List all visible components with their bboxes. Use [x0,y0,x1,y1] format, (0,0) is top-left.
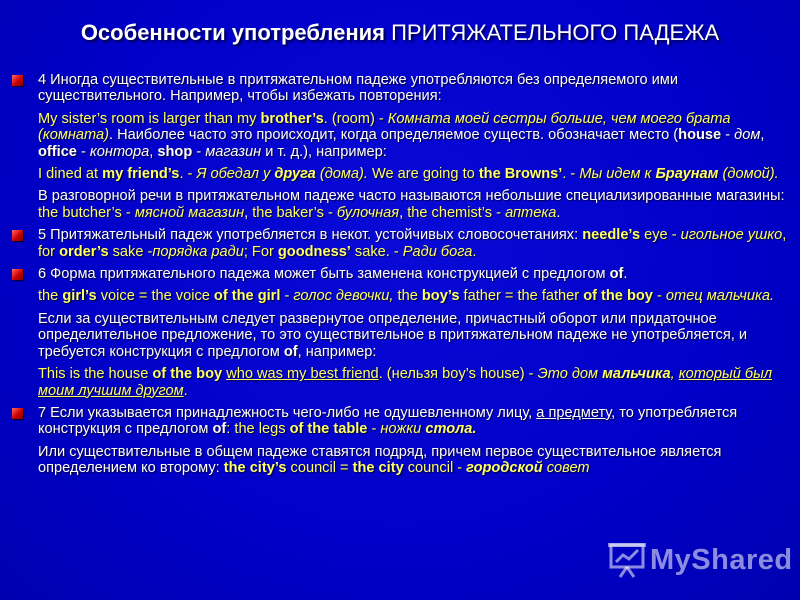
example-text: sake. - [350,243,403,260]
example-text: my friend’s [102,166,180,183]
example-text: father = the father [459,288,584,305]
term-translation: магазин [205,143,262,160]
example-text: needle’s [582,227,641,244]
example-text: of the boy [583,288,653,305]
example-translation: , [670,366,679,383]
paragraph-text: - [192,143,206,160]
example-text: the butcher’s - [38,204,135,221]
bullet-icon [12,230,23,241]
bullet-icon [12,75,23,86]
example-text: My sister’s room is larger than my [38,110,261,127]
paragraph-text: . [623,266,628,283]
example-text: . - [179,166,197,183]
example-text: . (room) - [323,110,388,127]
example-text: I dined at [38,166,103,183]
slide-title [0,20,800,46]
example-translation: мальчика [602,366,671,383]
example-friends [12,166,792,182]
paragraph-text: . [556,204,561,221]
term: of [212,421,227,438]
example-translation: совет [542,460,590,477]
example-text: of the table [289,421,368,438]
example-text: goodness’ [277,243,351,260]
term: of [609,266,624,283]
slide-body [12,72,792,483]
example-text: who was my best friend [226,366,379,383]
example-translation: голос девочки, [293,288,394,305]
example-translation: стола. [425,421,477,438]
example-translation: (домой). [718,166,779,183]
example-text: - [280,288,294,305]
paragraph-text: , [149,143,158,160]
example-text: . - [562,166,580,183]
example-translation: (дома). [315,166,368,183]
bullet-icon [12,269,23,280]
example-translation: Мы идем к [579,166,656,183]
example-text: - [367,421,381,438]
example-text: order’s [59,243,109,260]
example-translation: мясной магазин [134,204,245,221]
example-text: brother’s [260,110,324,127]
paragraph-7 [12,405,792,438]
example-text: the city’s [223,460,287,477]
example-text: of the boy [152,366,223,383]
example-text: - [652,288,666,305]
paragraph-text: Если за существительным следует развернутое определение, причастный оборот или придаточное определительное предложение, то это существительное в притяжательном падеже не употребляется, и требуется конструкция с предлогом [38,310,747,360]
example-house-of-boy [12,366,792,399]
example-translation: который был моим лучшим другом [38,366,773,399]
paragraph-text: Или существительные в общем падеже ставятся подряд, причем первое существительное является определением ко второму: [38,443,722,477]
example-translation: Это дом [537,366,603,383]
example-translation: аптека [505,204,557,221]
bullet-icon [12,408,23,419]
example-text: This is the house [38,366,153,383]
term-translation: контора [89,143,150,160]
term: shop [157,143,193,160]
example-translation: игольное ушко [680,227,783,244]
paragraph-text: , [760,127,765,144]
paragraph-text: и т. д.), например: [261,143,387,160]
paragraph-text: , [244,204,253,221]
example-text: . [472,243,477,260]
term: of [283,343,298,360]
watermark-logo [608,540,798,580]
logo-text: MyShared [650,544,793,576]
title-part-1: Особенности употребления [80,20,385,45]
paragraph-shops [12,188,792,221]
example-translation: Комната моей сестры больше, чем моего брата (комната) [38,110,731,144]
example-brothers-room [12,111,792,160]
paragraph-5 [12,227,792,260]
paragraph-text: , то употребляется конструкция с предлогом [38,404,738,438]
paragraph-4 [12,72,792,105]
paragraph-6 [12,266,792,282]
example-translation: Я обедал у [196,166,275,183]
paragraph-extended-definition [12,311,792,360]
term: house [678,127,722,144]
example-translation: булочная [336,204,400,221]
paragraph-text: 7 Если указывается принадлежность чего-либо не одушевленному лицу, [38,404,537,421]
paragraph-text: 5 Притяжательный падеж употребляется в некот. устойчивых словосочетаниях: [38,227,583,244]
presentation-icon [608,542,646,578]
example-text: the [38,288,63,305]
example-text: the city [352,460,404,477]
example-translation: ножки [380,421,426,438]
paragraph-text: - [721,127,735,144]
paragraph-text: , например: [297,343,377,360]
paragraph-text: . Наиболее часто это происходит, когда определяемое существ. обозначает место ( [109,127,679,144]
term: office [38,143,77,160]
example-text: the Browns’ [478,166,563,183]
example-text: council = [286,460,353,477]
example-text: the chemist’s - [407,204,506,221]
example-text: of the girl [213,288,281,305]
example-text: : the legs [226,421,290,438]
example-text: . (нельзя boy’s house) - [378,366,538,383]
paragraph-text: 6 Форма притяжательного падежа может быть заменена конструкцией с предлогом [38,266,610,283]
paragraph-text: 4 Иногда существительные в притяжательном падеже употребляются без определяемого ими существительного. Например, чтобы избежать повторения: [38,72,678,105]
example-translation: друга [274,166,316,183]
title-part-2: ПРИТЯЖАТЕЛЬНОГО ПАДЕЖА [391,20,720,45]
example-translation: Ради бога [402,243,473,260]
example-text: We are going to [367,166,479,183]
example-text: girl’s [62,288,97,305]
example-text: . [183,382,188,399]
term-translation: дом [734,127,761,144]
example-translation: порядка ради [152,243,244,260]
paragraph-text: В разговорной речи в притяжательном падеже часто называются небольшие специализированные магазины: [38,188,785,205]
example-text: council - [403,460,467,477]
example-text: voice = the voice [96,288,214,305]
example-text: boy’s [421,288,460,305]
example-text: eye - [640,227,681,244]
example-girls-voice [12,288,792,304]
example-text: the [393,288,422,305]
example-text: the baker’s - [252,204,337,221]
paragraph-text: - [76,143,90,160]
example-translation: городской [466,460,543,477]
example-translation: Браунам [655,166,719,183]
paragraph-text: , [399,204,408,221]
example-text: , for [38,227,787,260]
paragraph-text: а предмету [536,404,612,421]
example-text: sake - [108,243,153,260]
example-text: ; For [243,243,278,260]
example-translation: отец мальчика. [665,288,775,305]
paragraph-noun-sequence [12,444,792,477]
